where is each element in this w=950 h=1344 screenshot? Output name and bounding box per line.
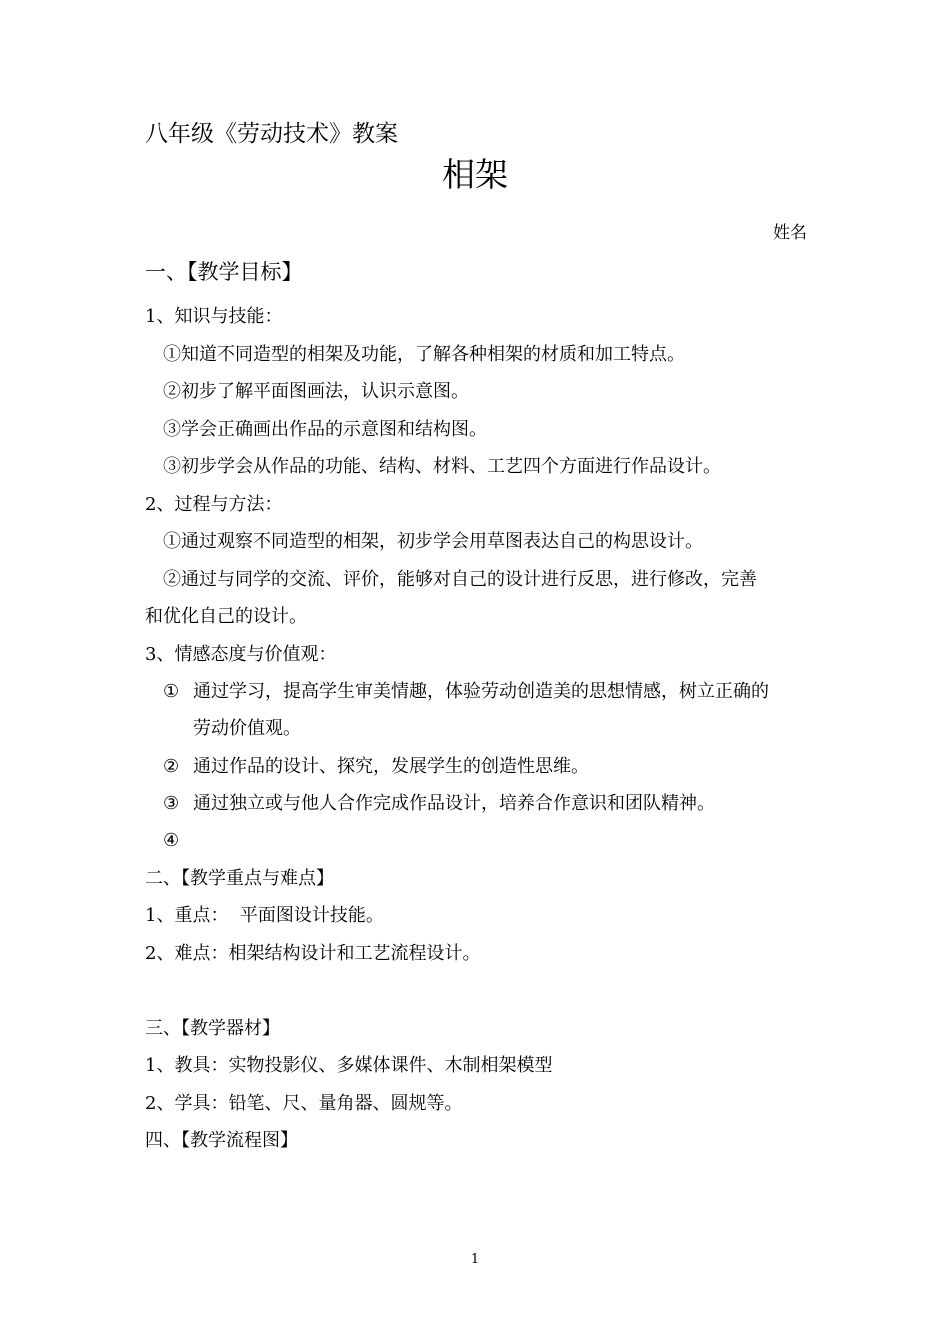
list-number: ② bbox=[163, 756, 180, 777]
section-heading-equipment: 三、【教学器材】 bbox=[145, 1018, 280, 1039]
subheading-knowledge-skills: 1、知识与技能： bbox=[145, 306, 283, 327]
list-number: ① bbox=[163, 681, 180, 702]
difficulty-point: 2、难点：相架结构设计和工艺流程设计。 bbox=[145, 943, 481, 964]
section-heading-objectives: 一、【教学目标】 bbox=[145, 260, 303, 284]
objective-item-continuation: 劳动价值观。 bbox=[193, 718, 301, 739]
objective-item: ①知道不同造型的相架及功能，了解各种相架的材质和加工特点。 bbox=[163, 344, 685, 365]
section-heading-flowchart: 四、【教学流程图】 bbox=[145, 1130, 298, 1151]
objective-item: ②初步了解平面图画法，认识示意图。 bbox=[163, 381, 469, 402]
key-point: 1、重点： 平面图设计技能。 bbox=[145, 905, 384, 926]
document-title: 八年级《劳动技术》教案 bbox=[145, 121, 398, 147]
objective-item: ③初步学会从作品的功能、结构、材料、工艺四个方面进行作品设计。 bbox=[163, 456, 721, 477]
subheading-process-method: 2、过程与方法： bbox=[145, 494, 283, 515]
list-number: ④ bbox=[163, 830, 180, 851]
objective-item: 通过学习，提高学生审美情趣，体验劳动创造美的思想情感，树立正确的 bbox=[193, 681, 769, 702]
section-heading-key-points: 二、【教学重点与难点】 bbox=[145, 868, 334, 889]
objective-item: 通过作品的设计、探究，发展学生的创造性思维。 bbox=[193, 756, 589, 777]
objective-item: ②通过与同学的交流、评价，能够对自己的设计进行反思，进行修改，完善 bbox=[163, 569, 757, 590]
objective-item-continuation: 和优化自己的设计。 bbox=[145, 606, 307, 627]
subheading-attitude-values: 3、情感态度与价值观： bbox=[145, 644, 337, 665]
lesson-title: 相架 bbox=[442, 155, 508, 194]
student-tools: 2、学具：铅笔、尺、量角器、圆规等。 bbox=[145, 1093, 463, 1114]
page-number: 1 bbox=[470, 1252, 480, 1267]
name-label: 姓名 bbox=[773, 223, 807, 243]
objective-item: ①通过观察不同造型的相架，初步学会用草图表达自己的构思设计。 bbox=[163, 531, 703, 552]
objective-item: ③学会正确画出作品的示意图和结构图。 bbox=[163, 419, 487, 440]
list-number: ③ bbox=[163, 793, 180, 814]
objective-item: 通过独立或与他人合作完成作品设计，培养合作意识和团队精神。 bbox=[193, 793, 715, 814]
teacher-tools: 1、教具：实物投影仪、多媒体课件、木制相架模型 bbox=[145, 1055, 553, 1076]
